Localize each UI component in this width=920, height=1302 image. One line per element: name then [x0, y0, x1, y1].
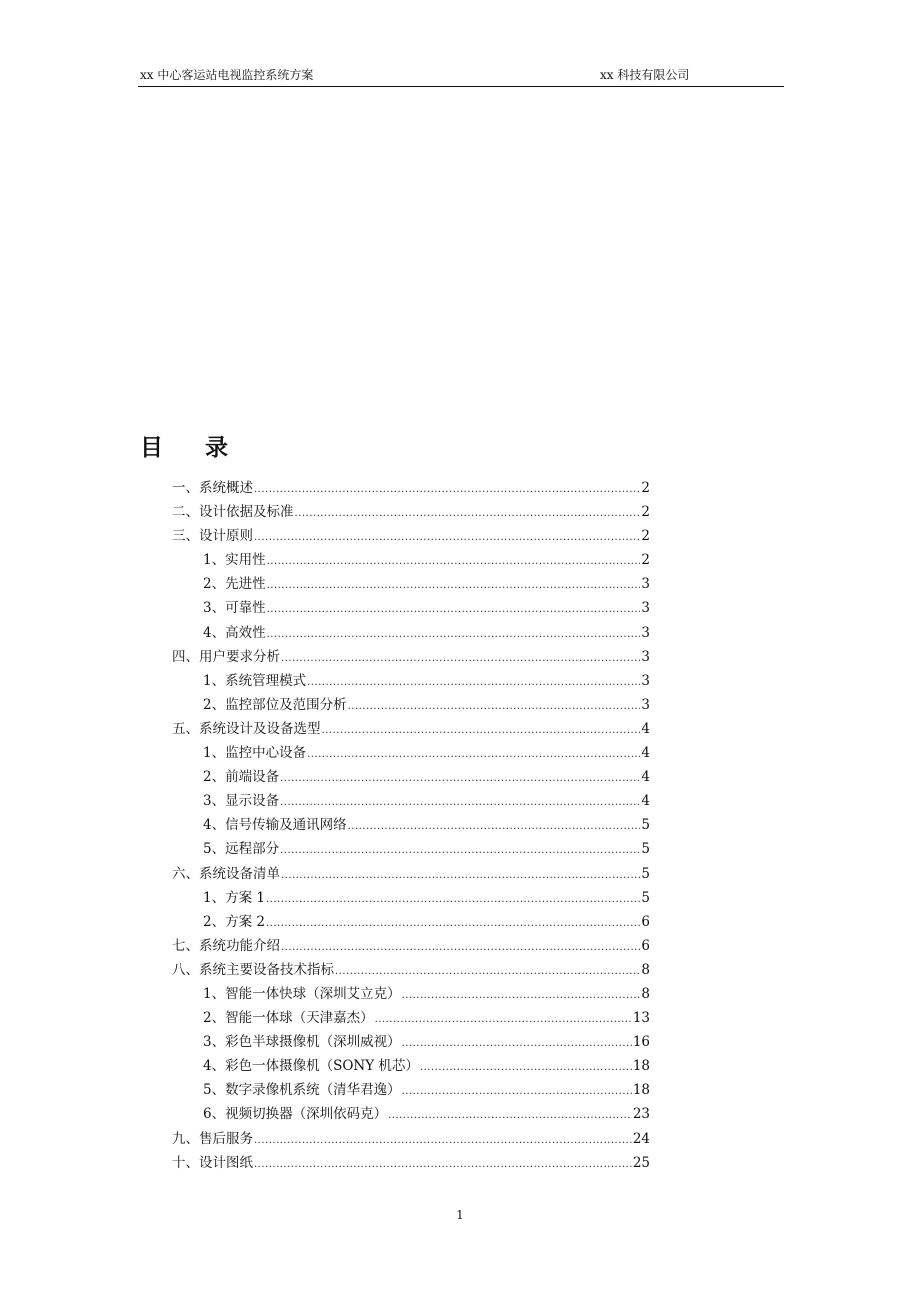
toc-entry[interactable]	[172, 982, 650, 1006]
toc-entry-label: 四、用户要求分析	[172, 648, 280, 665]
toc-entry-page: 23	[632, 1106, 650, 1123]
toc-entry[interactable]	[172, 693, 650, 717]
toc-entry-page: 5	[641, 865, 650, 882]
toc-entry-label: 1、智能一体快球（深圳艾立克）	[203, 985, 401, 1002]
toc-dot-leader	[281, 647, 640, 671]
toc-entry-label: 五、系统设计及设备选型	[172, 720, 321, 737]
toc-entry-page: 13	[632, 1010, 650, 1027]
toc-entry-page: 3	[641, 576, 650, 593]
toc-entry-label: 七、系统功能介绍	[172, 937, 280, 954]
toc-entry[interactable]	[172, 1054, 650, 1078]
toc-dot-leader	[348, 695, 641, 719]
toc-entry-label: 1、方案 1	[203, 889, 265, 906]
toc-dot-leader	[307, 671, 640, 695]
toc-dot-leader	[307, 743, 640, 767]
toc-entry[interactable]	[172, 1102, 650, 1126]
toc-dot-leader	[402, 1080, 632, 1104]
toc-dot-leader	[254, 478, 640, 502]
toc-dot-leader	[267, 574, 641, 598]
toc-entry-label: 6、视频切换器（深圳依码克）	[203, 1106, 388, 1123]
toc-entry-label: 一、系统概述	[172, 480, 253, 496]
toc-entry-page: 6	[641, 913, 650, 930]
toc-entry[interactable]	[172, 548, 650, 572]
toc-entry[interactable]	[172, 1078, 650, 1102]
toc-entry-label: 三、设计原则	[172, 528, 253, 545]
toc-entry[interactable]	[172, 572, 650, 596]
toc-entry-label: 八、系统主要设备技术指标	[172, 961, 334, 978]
toc-dot-leader	[267, 598, 641, 622]
toc-entry[interactable]	[172, 765, 650, 789]
toc-entry[interactable]	[172, 886, 650, 910]
toc-entry-page: 4	[641, 769, 650, 786]
toc-dot-leader	[281, 936, 640, 960]
toc-entry-page: 16	[632, 1034, 650, 1051]
toc-entry-label: 2、前端设备	[203, 769, 280, 786]
header-company-name: xx 科技有限公司	[600, 68, 690, 82]
toc-entry-label: 十、设计图纸	[172, 1154, 253, 1171]
toc-dot-leader	[281, 864, 640, 888]
toc-entry-label: 1、监控中心设备	[203, 745, 307, 762]
toc-dot-leader	[402, 1032, 632, 1056]
toc-entry-label: 九、售后服务	[172, 1130, 253, 1147]
toc-entry-page: 5	[641, 889, 650, 906]
toc-dot-leader	[280, 839, 640, 863]
toc-entry[interactable]	[172, 476, 650, 500]
toc-entry-page: 2	[641, 528, 650, 545]
toc-entry-page: 2	[641, 504, 650, 521]
toc-dot-leader	[295, 502, 641, 526]
toc-entry[interactable]	[172, 1127, 650, 1151]
toc-entry[interactable]	[172, 500, 650, 524]
toc-entry-label: 2、监控部位及范围分析	[203, 696, 347, 713]
header-document-title: xx 中心客运站电视监控系统方案	[140, 68, 314, 82]
page-number: 1	[456, 1208, 464, 1222]
toc-entry-label: 4、高效性	[203, 624, 266, 641]
toc-dot-leader	[402, 984, 641, 1008]
toc-dot-leader	[280, 791, 640, 815]
toc-entry[interactable]	[172, 934, 650, 958]
toc-entry-label: 1、系统管理模式	[203, 672, 307, 689]
toc-entry-page: 3	[641, 648, 650, 665]
toc-dot-leader	[280, 767, 640, 791]
toc-entry[interactable]	[172, 789, 650, 813]
toc-entry[interactable]	[172, 910, 650, 934]
toc-dot-leader	[254, 1153, 632, 1177]
toc-entry-page: 5	[641, 817, 650, 834]
page-header	[138, 64, 784, 87]
toc-dot-leader	[388, 1104, 632, 1128]
toc-entry-page: 3	[641, 600, 650, 617]
toc-entry-label: 2、方案 2	[203, 913, 265, 930]
toc-dot-leader	[267, 623, 641, 647]
toc-entry[interactable]	[172, 669, 650, 693]
toc-dot-leader	[335, 960, 640, 984]
toc-entry[interactable]	[172, 621, 650, 645]
toc-entry[interactable]	[172, 1151, 650, 1175]
toc-entry-page: 4	[641, 793, 650, 810]
toc-dot-leader	[254, 1129, 632, 1153]
toc-entry[interactable]	[172, 862, 650, 886]
table-of-contents	[172, 476, 650, 1175]
toc-entry[interactable]	[172, 741, 650, 765]
toc-entry-page: 18	[632, 1082, 650, 1099]
toc-dot-leader	[267, 550, 641, 574]
toc-dot-leader	[254, 526, 640, 550]
toc-entry-page: 3	[641, 696, 650, 713]
toc-entry[interactable]	[172, 717, 650, 741]
toc-entry-label: 2、智能一体球（天津嘉杰）	[203, 1010, 374, 1027]
toc-entry-label: 1、实用性	[203, 552, 266, 569]
toc-entry[interactable]	[172, 524, 650, 548]
toc-entry-label: 5、数字录像机系统（清华君逸）	[203, 1082, 401, 1099]
toc-entry-page: 4	[641, 745, 650, 762]
toc-heading: 目录	[140, 434, 270, 461]
toc-entry[interactable]	[172, 1030, 650, 1054]
toc-entry-label: 5、远程部分	[203, 841, 280, 858]
toc-entry[interactable]	[172, 1006, 650, 1030]
toc-entry-page: 25	[632, 1154, 650, 1171]
toc-entry-label: 2、先进性	[203, 576, 266, 593]
toc-entry-page: 6	[641, 937, 650, 954]
toc-dot-leader	[266, 888, 640, 912]
toc-entry-label: 3、显示设备	[203, 793, 280, 810]
toc-entry[interactable]	[172, 958, 650, 982]
toc-dot-leader	[420, 1056, 632, 1080]
toc-entry-page: 4	[641, 720, 650, 737]
toc-entry-page: 18	[632, 1058, 650, 1075]
toc-entry[interactable]	[172, 596, 650, 620]
toc-dot-leader	[266, 912, 640, 936]
toc-entry-page: 2	[641, 552, 650, 569]
toc-entry-page: 8	[641, 961, 650, 978]
toc-dot-leader	[375, 1008, 632, 1032]
toc-dot-leader	[348, 815, 641, 839]
toc-entry-label: 3、可靠性	[203, 600, 266, 617]
toc-entry-page: 2	[641, 480, 650, 496]
toc-entry-label: 3、彩色半球摄像机（深圳威视）	[203, 1034, 401, 1051]
toc-entry-page: 3	[641, 672, 650, 689]
toc-entry-page: 8	[641, 985, 650, 1002]
toc-entry-page: 5	[641, 841, 650, 858]
toc-entry-page: 3	[641, 624, 650, 641]
toc-entry-label: 4、信号传输及通讯网络	[203, 817, 347, 834]
toc-entry-label: 二、设计依据及标准	[172, 504, 294, 521]
toc-entry[interactable]	[172, 813, 650, 837]
toc-entry[interactable]	[172, 645, 650, 669]
toc-entry[interactable]	[172, 837, 650, 861]
toc-entry-label: 4、彩色一体摄像机（SONY 机芯）	[203, 1058, 419, 1075]
toc-dot-leader	[322, 719, 641, 743]
toc-entry-label: 六、系统设备清单	[172, 865, 280, 882]
toc-entry-page: 24	[632, 1130, 650, 1147]
